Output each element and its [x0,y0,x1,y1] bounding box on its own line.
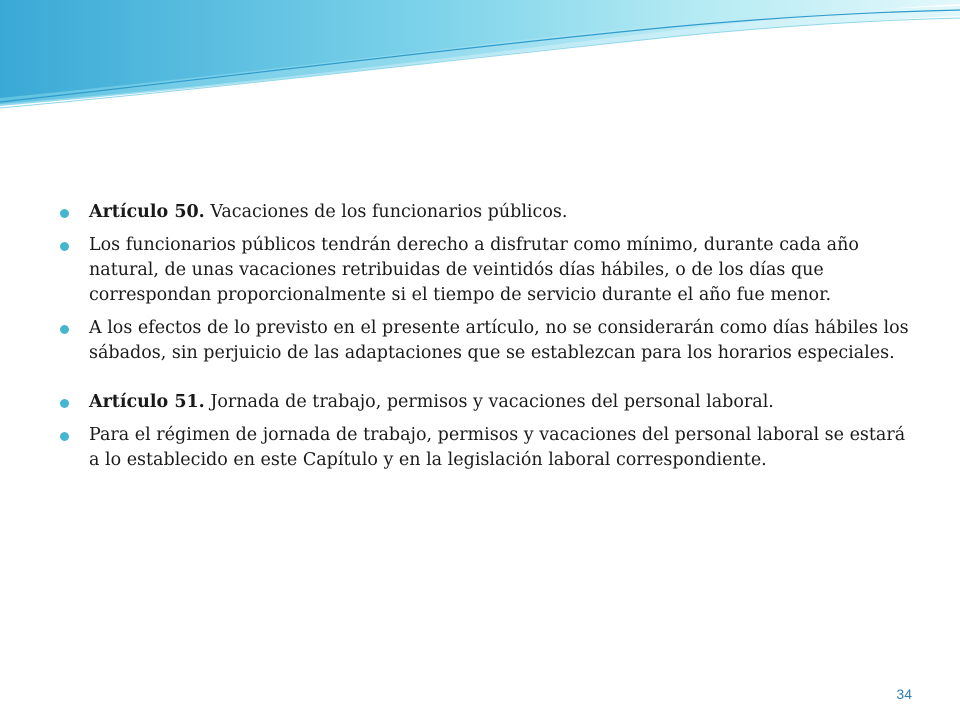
slide-content [60,200,920,481]
header-wave-decoration [0,0,960,120]
bullet-icon [60,242,69,251]
bullet-article-51-paragraph-1 [60,423,920,473]
bullet-article-50-title [60,200,920,225]
bullet-icon [60,399,69,408]
article-heading: Artículo 50. [89,202,205,222]
bullet-article-51-title [60,390,920,415]
bullet-icon [60,209,69,218]
bullet-list [60,200,920,473]
article-heading: Artículo 51. [89,392,205,412]
bullet-icon [60,325,69,334]
paragraph-text: Para el régimen de jornada de trabajo, permisos y vacaciones del personal laboral se estará a lo establecido en este Capítulo y en la legislación laboral correspondiente. [89,425,906,470]
bullet-article-50-paragraph-2 [60,316,920,366]
bullet-icon [60,432,69,441]
paragraph-text: Los funcionarios públicos tendrán derecho a disfrutar como mínimo, durante cada año natural, de unas vacaciones retribuidas de veintidós días hábiles, o de los días que correspondan proporcionalmente si el tiempo de servicio durante el año fue menor. [89,235,859,305]
bullet-article-50-paragraph-1 [60,233,920,308]
article-subject: Jornada de trabajo, permisos y vacaciones del personal laboral. [204,392,774,412]
page-number: 34 [896,686,912,702]
article-subject: Vacaciones de los funcionarios públicos. [204,202,568,222]
paragraph-text: A los efectos de lo previsto en el presente artículo, no se considerarán como días hábiles los sábados, sin perjuicio de las adaptaciones que se establezcan para los horarios especiales. [89,318,909,363]
